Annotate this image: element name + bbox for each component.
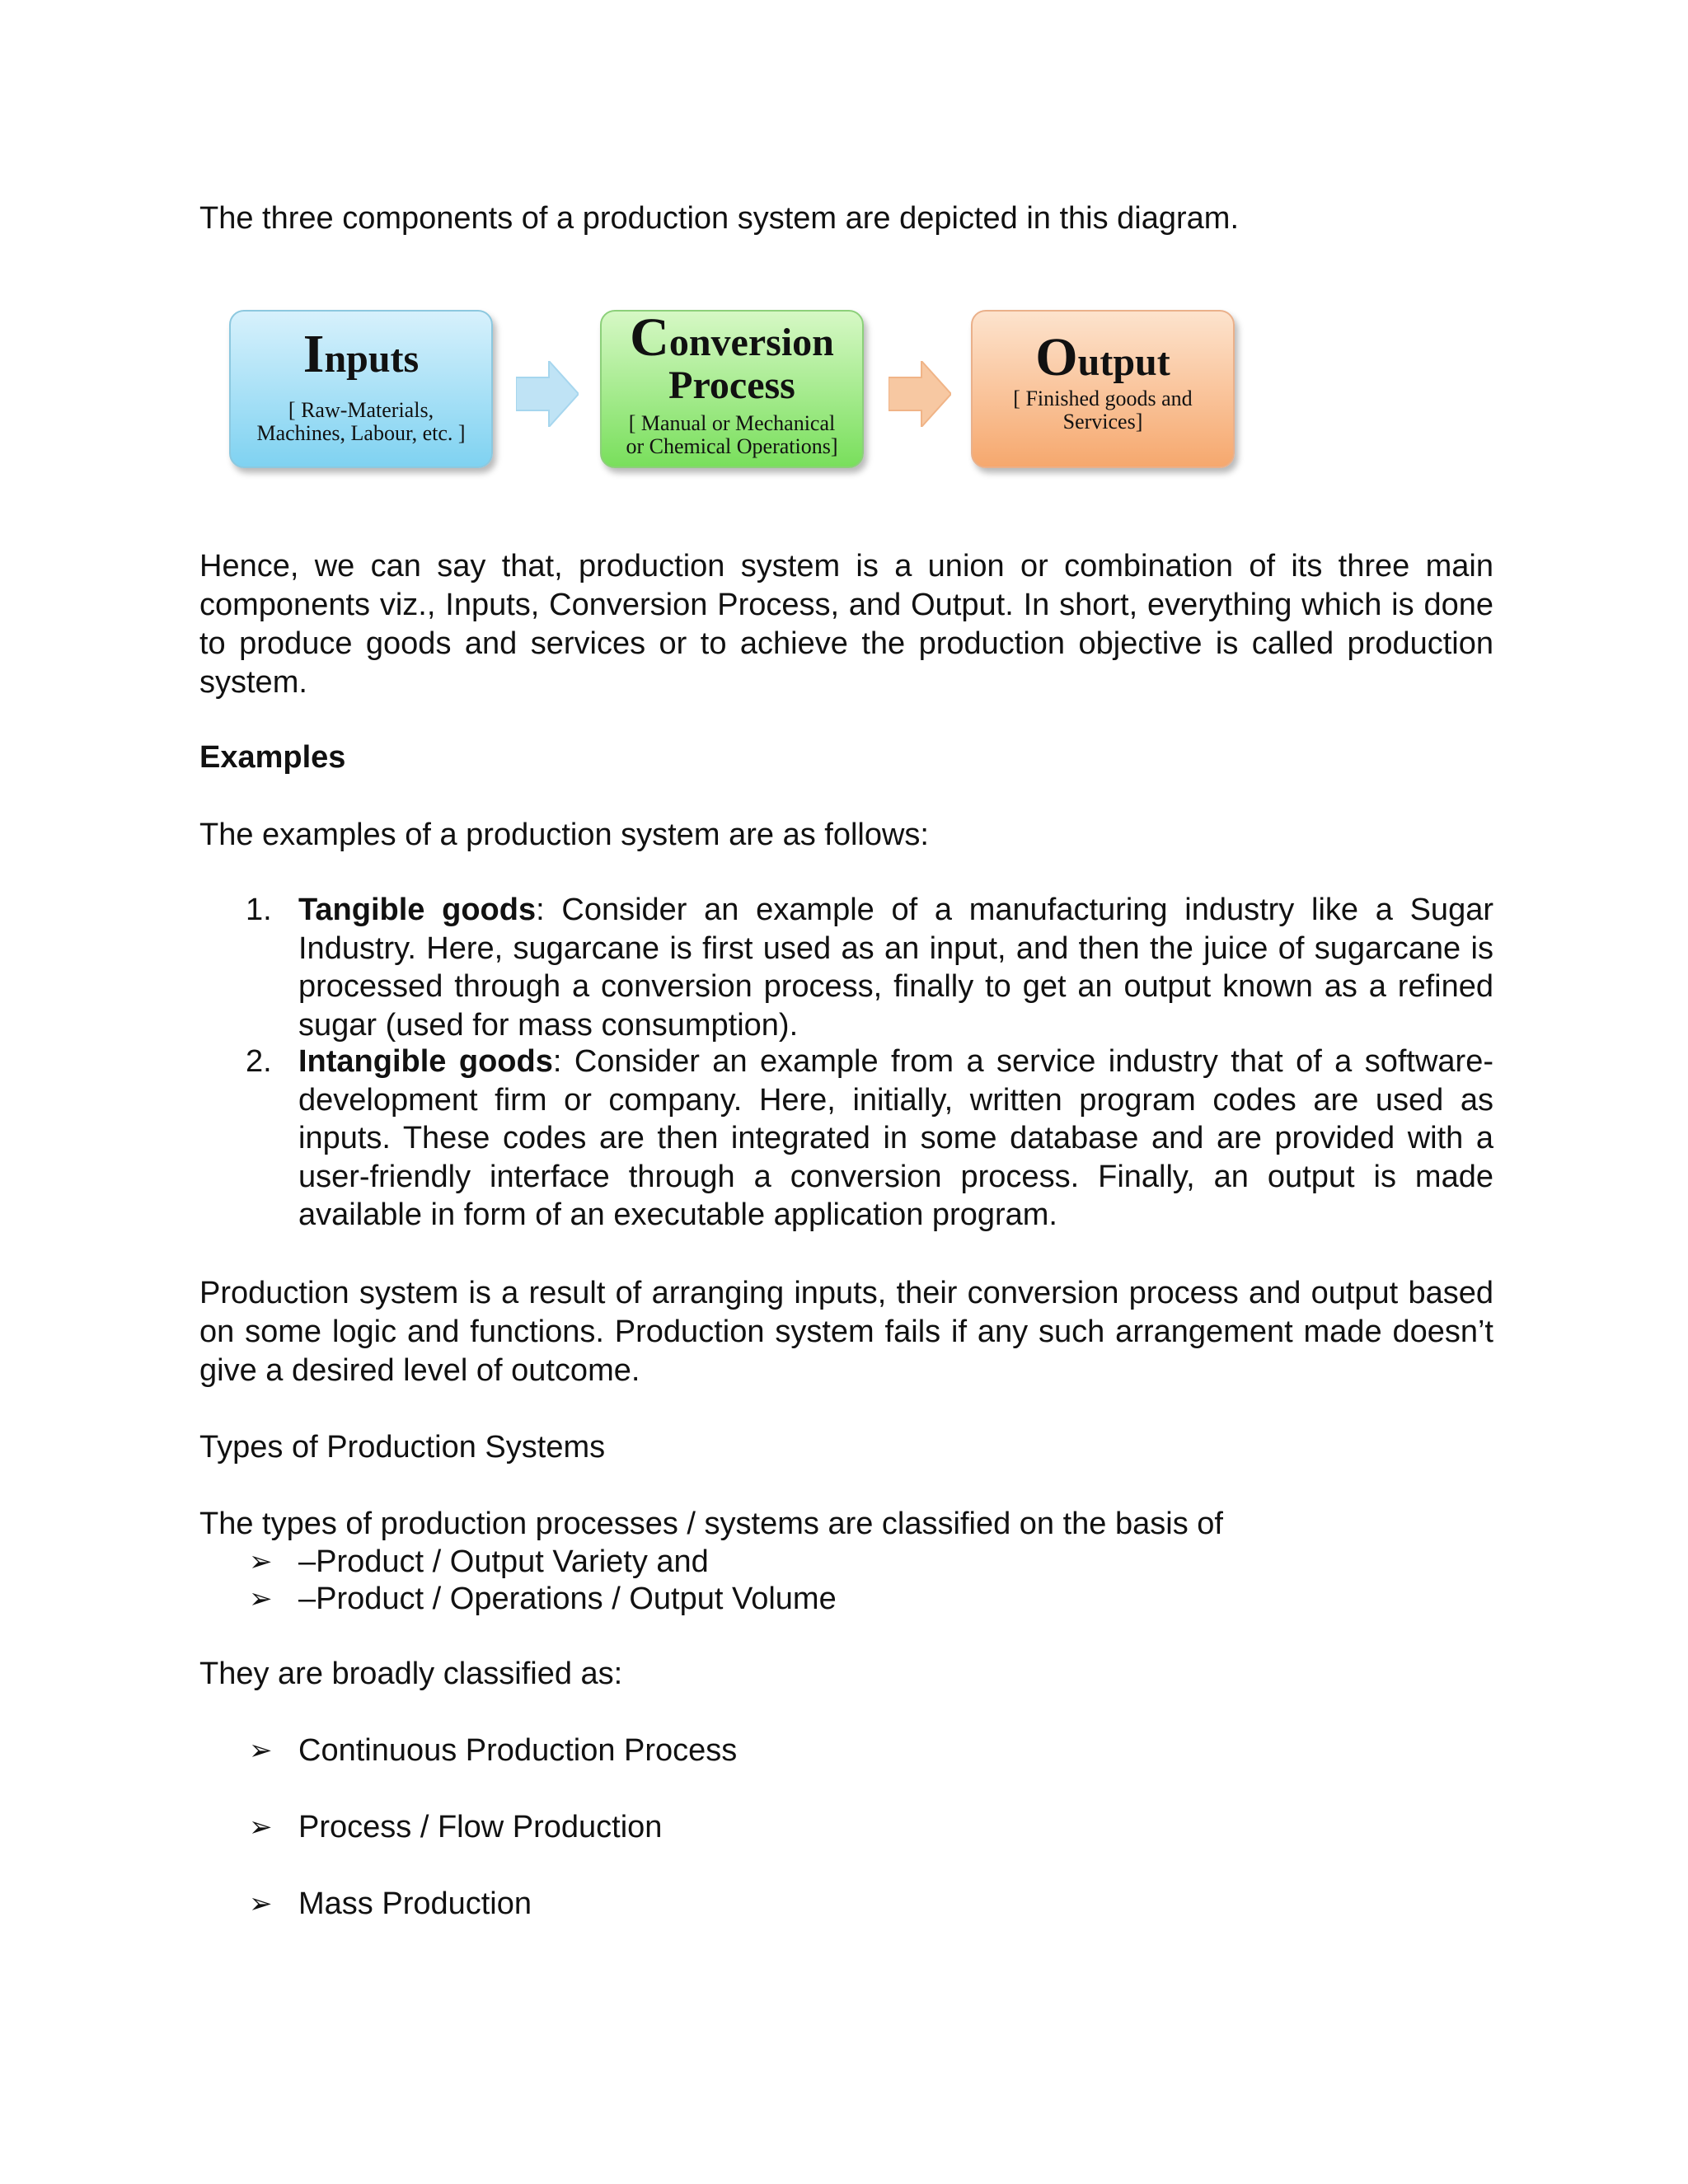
- arrow-right-icon: [516, 361, 579, 427]
- output-sub-2: Services]: [1062, 410, 1143, 434]
- conversion-process-box: [600, 307, 864, 468]
- arrow-bullet-icon: ➢: [249, 1811, 273, 1843]
- example-1-number: 1.: [246, 893, 272, 927]
- inputs-box: [229, 310, 493, 468]
- broad-intro: They are broadly classified as:: [199, 1657, 623, 1691]
- output-title: Output: [1035, 327, 1170, 387]
- inputs-sub-2: Machines, Labour, etc. ]: [256, 421, 466, 445]
- class-item: Mass Production: [298, 1886, 532, 1921]
- examples-intro: The examples of a production system are as follows:: [199, 818, 929, 852]
- arrow-right-icon: [889, 361, 951, 427]
- inputs-title: Inputs: [302, 324, 420, 384]
- inputs-sub-1: [ Raw-Materials,: [288, 398, 434, 422]
- types-intro: The types of production processes / systems are classified on the basis of: [199, 1507, 1223, 1541]
- class-item: Continuous Production Process: [298, 1733, 738, 1768]
- intro-text: The three components of a production system are depicted in this diagram.: [199, 201, 1240, 236]
- conversion-title: Conversion: [630, 307, 834, 368]
- output-sub-1: [ Finished goods and: [1013, 387, 1193, 410]
- example-2-text: Intangible goods: Consider an example from a service industry that of a software-development firm or company. Here, initially, written program codes are used as inputs. These codes are then integrated in some database and are provided with a user-friendly interface through a conversion process. Finally, an output is made available in form of an executable application program.: [298, 1044, 1493, 1232]
- arrow-bullet-icon: ➢: [249, 1888, 273, 1919]
- example-2-number: 2.: [246, 1044, 272, 1079]
- types-heading: Types of Production Systems: [199, 1430, 606, 1465]
- example-1-text: Tangible goods: Consider an example of a manufacturing industry like a Sugar Industry. Here, sugarcane is first used as an input, and then the juice of sugarcane is processed through a conversion process, finally to get an output known as a refined sugar (used for mass consumption).: [298, 893, 1493, 1043]
- paragraph-union: Hence, we can say that, production system is a union or combination of its three main components viz., Inputs, Conversion Process, and Output. In short, everything which is done to produce goods and services or to achieve the production objective is called production system.: [199, 549, 1493, 700]
- class-item: Process / Flow Production: [298, 1810, 663, 1844]
- example-2-label: Intangible goods: [298, 1044, 553, 1079]
- arrow-bullet-icon: ➢: [249, 1583, 273, 1615]
- paragraph-arrangement: Production system is a result of arranging inputs, their conversion process and output based on some logic and functions. Production system fails if any such arrangement made doesn’t give a desired level of outcome.: [199, 1276, 1493, 1388]
- arrow-bullet-icon: ➢: [249, 1546, 273, 1577]
- examples-heading: Examples: [199, 740, 346, 775]
- conversion-sub-1: [ Manual or Mechanical: [628, 411, 836, 435]
- basis-item: –Product / Output Variety and: [298, 1544, 709, 1579]
- example-1-label: Tangible goods: [298, 893, 537, 927]
- arrow-bullet-icon: ➢: [249, 1735, 273, 1766]
- conversion-sub-2: or Chemical Operations]: [626, 434, 838, 458]
- output-box: [971, 310, 1235, 468]
- basis-item: –Product / Operations / Output Volume: [298, 1582, 837, 1616]
- process-title: Process: [668, 363, 795, 407]
